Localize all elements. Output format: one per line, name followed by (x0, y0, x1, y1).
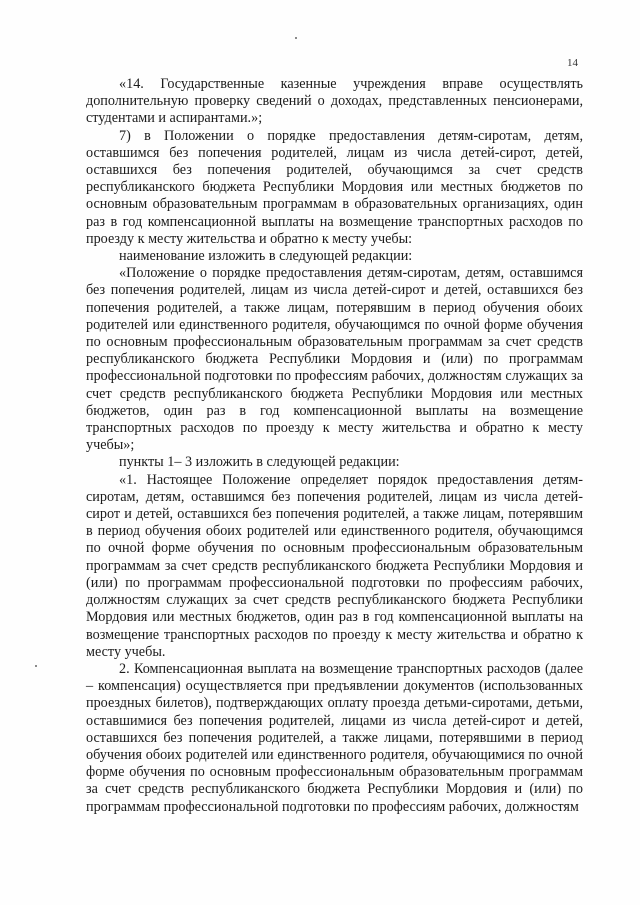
paragraph-item-14: «14. Государственные казенные учреждения вправе осуществлять дополнительную проверку сведений о доходах, представленных пенсионерами, студентами и аспирантами.»; (86, 76, 583, 127)
page-number: 14 (567, 57, 578, 69)
paragraph-name-instruction: наименование изложить в следующей редакции: (119, 248, 413, 265)
paragraph-point-2: 2. Компенсационная выплата на возмещение транспортных расходов (далее – компенсация) осуществляется при предъявлении документов (использованных проездных билетов), подтверждающих оплату проезда детьми-сиротами, детьми, оставшимися без попечения родителей, лицами из числа детей-сирот и детей, оставшихся без попечения родителей, а также лицами, потерявшими в период обучения обоих родителей или единственного родителя, обучающимися по очной форме обучения по основным профессиональным образовательным программам за счет средств республиканского бюджета Республики Мордовия и (или) по программам профессиональной подготовки по профессиям рабочих, должностям (86, 660, 583, 815)
paragraph-point-1: «1. Настоящее Положение определяет порядок предоставления детям-сиротам, детям, оставшимся без попечения родителей, лицам из числа детей-сирот и детей, оставшихся без попечения родителей, а также лицам, потерявшим в период обучения обоих родителей или единственного родителя, обучающимся по очной форме обучения по основным профессиональным образовательным программам за счет средств республиканского бюджета Республики Мордовия и (или) по программам профессиональной подготовки по профессиям рабочих, должностям служащих за счет средств республиканского бюджета Республики Мордовия или местных бюджетов, один раз в год компенсационной выплаты на возмещение транспортных расходов по проезду к месту жительства и обратно к месту учебы. (86, 471, 583, 660)
document-body (86, 76, 583, 816)
scan-speck (295, 37, 297, 39)
paragraph-new-title: «Положение о порядке предоставления детям-сиротам, детям, оставшимся без попечения родителей, лицам из числа детей-сирот и детей, оставшихся без попечения родителей, а также лицам, потерявшим в период обучения обоих родителей или единственного родителя, обучающимся по очной форме обучения по основным профессиональным образовательным программам за счет средств республиканского бюджета Республики Мордовия и (или) по программам профессиональной подготовки по профессиям рабочих, должностям служащих за счет средств республиканского бюджета Республики Мордовия или местных бюджетов, один раз в год компенсационной выплаты на возмещение транспортных расходов по проезду к месту жительства и обратно к месту учебы»; (86, 265, 583, 454)
paragraph-points-instruction: пункты 1– 3 изложить в следующей редакции: (119, 454, 400, 471)
paragraph-item-7: 7) в Положении о порядке предоставления детям-сиротам, детям, оставшимся без попечения родителей, лицам из числа детей-сирот, детей, оставшихся без попечения родителей, обучающимся за счет средств республиканского бюджета Республики Мордовия или местных бюджетов по основным образовательным программам в образовательных организациях, один раз в год компенсационной выплаты на возмещение транспортных расходов по проезду к месту жительства и обратно к месту учебы: (86, 127, 583, 247)
scan-speck (35, 665, 37, 667)
